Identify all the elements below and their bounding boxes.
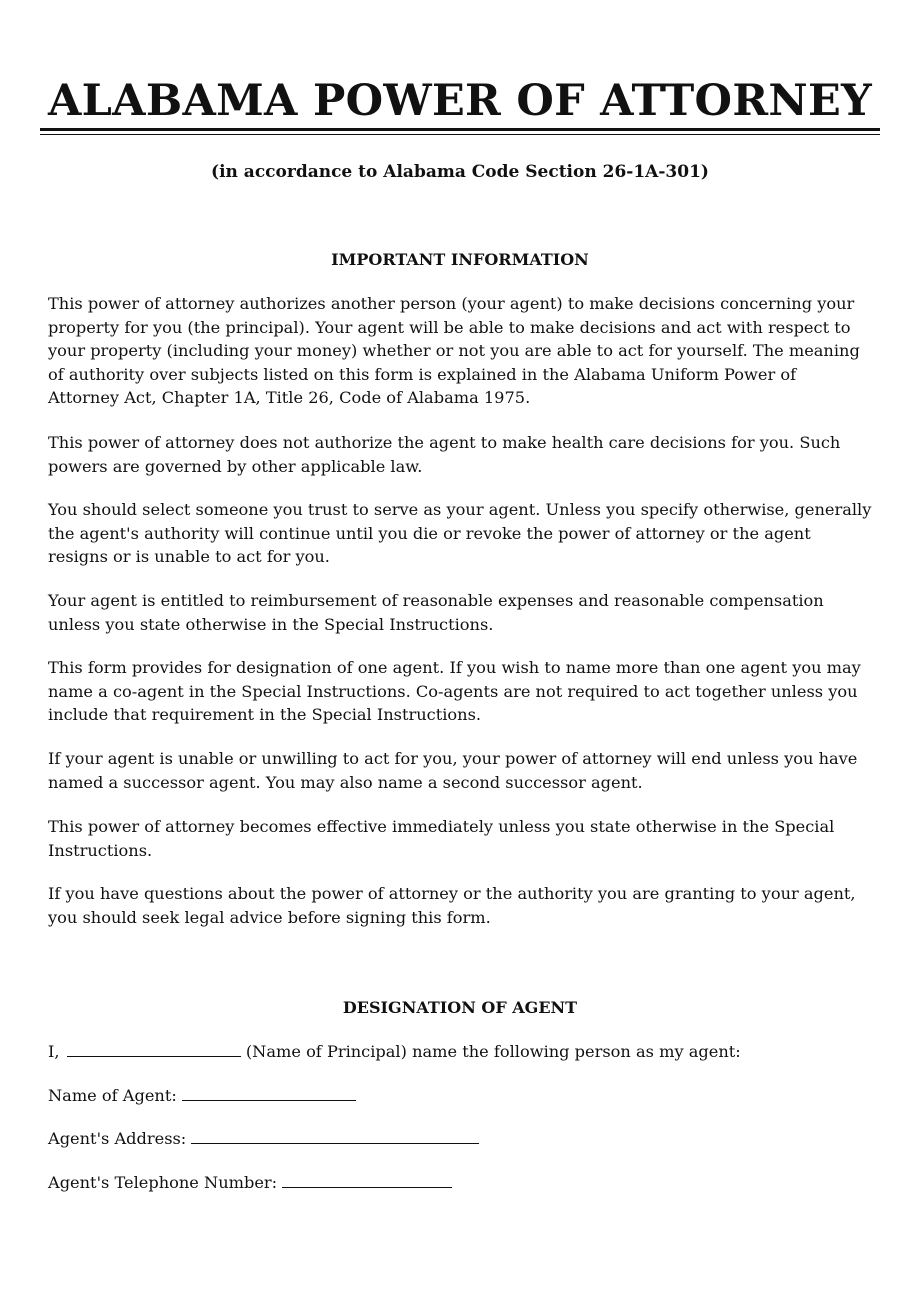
agent-name-blank[interactable]: [182, 1086, 356, 1101]
paragraph-line: This power of attorney becomes effective immediately unless you state otherwise in the Special: [48, 817, 835, 836]
principal-name-line: [48, 1040, 741, 1064]
document-title: ALABAMA POWER OF ATTORNEY: [47, 76, 873, 126]
paragraph-line: powers are governed by other applicable law.: [48, 456, 423, 476]
paragraph-line: your property (including your money) whether or not you are able to act for yourself. The meaning: [48, 341, 860, 360]
info-paragraph-1: [48, 292, 860, 410]
info-paragraph-6: [48, 747, 857, 794]
paragraph-line: named a successor agent. You may also name a second successor agent.: [48, 772, 643, 792]
agent-phone-blank[interactable]: [282, 1173, 452, 1188]
agent-name-label: Name of Agent:: [48, 1086, 177, 1105]
paragraph-line: Attorney Act, Chapter 1A, Title 26, Code of Alabama 1975.: [48, 388, 531, 407]
principal-suffix: (Name of Principal) name the following person as my agent:: [245, 1042, 741, 1061]
paragraph-line: of authority over subjects listed on this form is explained in the Alabama Uniform Power of: [48, 364, 797, 384]
info-paragraph-4: [48, 589, 824, 636]
paragraph-line: unless you state otherwise in the Special Instructions.: [48, 614, 494, 634]
document-subtitle: (in accordance to Alabama Code Section 26-1A-301): [211, 162, 709, 182]
agent-phone-line: [48, 1171, 452, 1195]
paragraph-line: include that requirement in the Special Instructions.: [48, 705, 482, 724]
paragraph-line: Instructions.: [48, 840, 153, 860]
paragraph-line: name a co-agent in the Special Instructions. Co-agents are not required to act together unless you: [48, 681, 858, 701]
paragraph-line: If your agent is unable or unwilling to act for you, your power of attorney will end unless you have: [48, 749, 858, 768]
info-paragraph-5: [48, 656, 861, 727]
designation-heading: DESIGNATION OF AGENT: [342, 998, 578, 1017]
title-divider-thin: [40, 134, 880, 135]
important-information-heading: IMPORTANT INFORMATION: [331, 250, 589, 269]
paragraph-line: property for you (the principal). Your agent will be able to make decisions and act with respect to: [48, 317, 851, 337]
paragraph-line: You should select someone you trust to serve as your agent. Unless you specify otherwise, generally: [48, 500, 872, 519]
info-paragraph-3: [48, 498, 871, 569]
agent-address-line: [48, 1127, 479, 1151]
paragraph-line: resigns or is unable to act for you.: [48, 547, 330, 566]
principal-name-blank[interactable]: [67, 1042, 241, 1057]
title-divider-thick: [40, 128, 880, 131]
agent-phone-label: Agent's Telephone Number:: [48, 1173, 278, 1192]
agent-address-blank[interactable]: [191, 1129, 479, 1144]
paragraph-line: This power of attorney does not authorize the agent to make health care decisions for you. Such: [48, 433, 841, 452]
info-paragraph-2: [48, 431, 840, 478]
paragraph-line: If you have questions about the power of attorney or the authority you are granting to your agent,: [48, 884, 856, 903]
paragraph-line: the agent's authority will continue until you die or revoke the power of attorney or the agent: [48, 523, 811, 543]
principal-prefix: I,: [48, 1042, 60, 1061]
paragraph-line: you should seek legal advice before signing this form.: [48, 907, 491, 927]
info-paragraph-8: [48, 882, 856, 929]
info-paragraph-7: [48, 815, 834, 862]
paragraph-line: This form provides for designation of one agent. If you wish to name more than one agent you may: [48, 658, 861, 677]
paragraph-line: Your agent is entitled to reimbursement of reasonable expenses and reasonable compensation: [48, 591, 824, 610]
agent-name-line: [48, 1084, 356, 1108]
agent-address-label: Agent's Address:: [48, 1129, 187, 1148]
paragraph-line: This power of attorney authorizes another person (your agent) to make decisions concerning your: [48, 294, 855, 313]
